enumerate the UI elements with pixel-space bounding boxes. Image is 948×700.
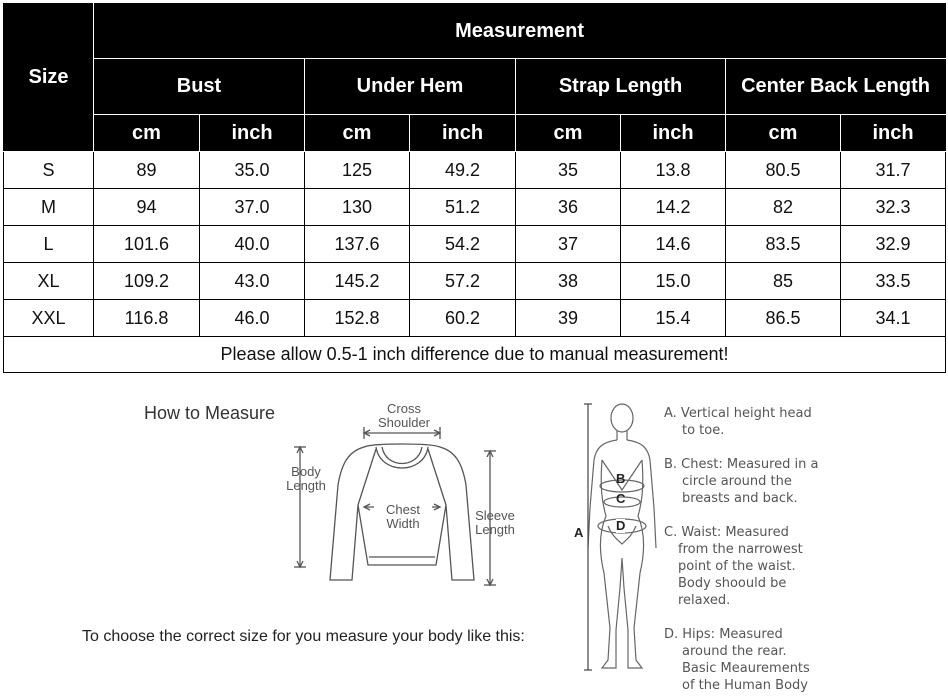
sleeve-length-label: Sleeve Length (475, 508, 515, 537)
unit-header: inch (410, 115, 516, 152)
table-row (4, 189, 946, 226)
group-header-bust: Bust (94, 59, 305, 115)
unit-header: inch (621, 115, 726, 152)
measurement-header: Measurement (94, 4, 946, 59)
size-cell: S (4, 152, 94, 189)
table-cell: 83.5 (726, 226, 841, 263)
table-cell: 39 (516, 300, 621, 337)
unit-header: cm (516, 115, 621, 152)
table-cell: 57.2 (410, 263, 516, 300)
body-figure (572, 398, 662, 688)
table-cell: 40.0 (200, 226, 305, 263)
how-to-measure-title: How to Measure (144, 403, 276, 423)
unit-header: inch (841, 115, 946, 152)
table-cell: 15.0 (621, 263, 726, 300)
table-cell: 37 (516, 226, 621, 263)
size-cell: XL (4, 263, 94, 300)
table-cell: 35.0 (200, 152, 305, 189)
size-cell: M (4, 189, 94, 226)
marker-d: D (616, 518, 626, 533)
table-cell: 85 (726, 263, 841, 300)
measurement-note: Please allow 0.5-1 inch difference due to manual measurement! (4, 337, 946, 373)
size-cell: XXL (4, 300, 94, 337)
table-cell: 145.2 (305, 263, 410, 300)
table-cell: 137.6 (305, 226, 410, 263)
table-cell: 14.6 (621, 226, 726, 263)
table-cell: 82 (726, 189, 841, 226)
marker-a: A (574, 525, 584, 540)
table-cell: 35 (516, 152, 621, 189)
table-cell: 31.7 (841, 152, 946, 189)
table-cell: 94 (94, 189, 200, 226)
table-cell: 152.8 (305, 300, 410, 337)
table-cell: 49.2 (410, 152, 516, 189)
table-cell: 34.1 (841, 300, 946, 337)
table-cell: 54.2 (410, 226, 516, 263)
table-cell: 15.4 (621, 300, 726, 337)
cross-shoulder-label: Cross Shoulder (377, 401, 431, 430)
table-cell: 116.8 (94, 300, 200, 337)
table-cell: 109.2 (94, 263, 200, 300)
legend-c: C. Waist: Measured from the narrowest point of the waist. Body shoould be relaxed. (664, 525, 803, 608)
size-header: Size (4, 4, 94, 152)
size-cell: L (4, 226, 94, 263)
table-cell: 33.5 (841, 263, 946, 300)
table-cell: 36 (516, 189, 621, 226)
legend-a: A. Vertical height head to toe. (664, 406, 812, 438)
marker-c: C (616, 491, 626, 506)
table-row (4, 300, 946, 337)
table-cell: 14.2 (621, 189, 726, 226)
table-cell: 86.5 (726, 300, 841, 337)
table-cell: 80.5 (726, 152, 841, 189)
table-cell: 130 (305, 189, 410, 226)
table-row (4, 226, 946, 263)
group-header-under-hem: Under Hem (305, 59, 516, 115)
table-cell: 60.2 (410, 300, 516, 337)
unit-header: inch (200, 115, 305, 152)
chest-width-label: Chest Width (374, 503, 432, 531)
table-cell: 89 (94, 152, 200, 189)
table-cell: 101.6 (94, 226, 200, 263)
size-chart-table (3, 3, 946, 373)
size-rows (4, 152, 946, 337)
table-cell: 32.3 (841, 189, 946, 226)
legend-d: D. Hips: Measured around the rear. Basic Meaurements of the Human Body (664, 627, 810, 693)
body-length-label: Body Length (286, 464, 326, 493)
legend-b: B. Chest: Measured in a circle around the breasts and back. (664, 457, 819, 506)
unit-header: cm (94, 115, 200, 152)
table-cell: 38 (516, 263, 621, 300)
table-cell: 51.2 (410, 189, 516, 226)
unit-header: cm (726, 115, 841, 152)
group-header-center-back-length: Center Back Length (726, 59, 946, 115)
table-cell: 43.0 (200, 263, 305, 300)
table-cell: 37.0 (200, 189, 305, 226)
marker-b: B (616, 471, 626, 486)
instruction-text: To choose the correct size for you measure your body like this: (82, 628, 525, 645)
table-cell: 46.0 (200, 300, 305, 337)
unit-header: cm (305, 115, 410, 152)
table-row (4, 263, 946, 300)
table-row (4, 152, 946, 189)
table-cell: 32.9 (841, 226, 946, 263)
table-cell: 13.8 (621, 152, 726, 189)
table-cell: 125 (305, 152, 410, 189)
group-header-strap-length: Strap Length (516, 59, 726, 115)
